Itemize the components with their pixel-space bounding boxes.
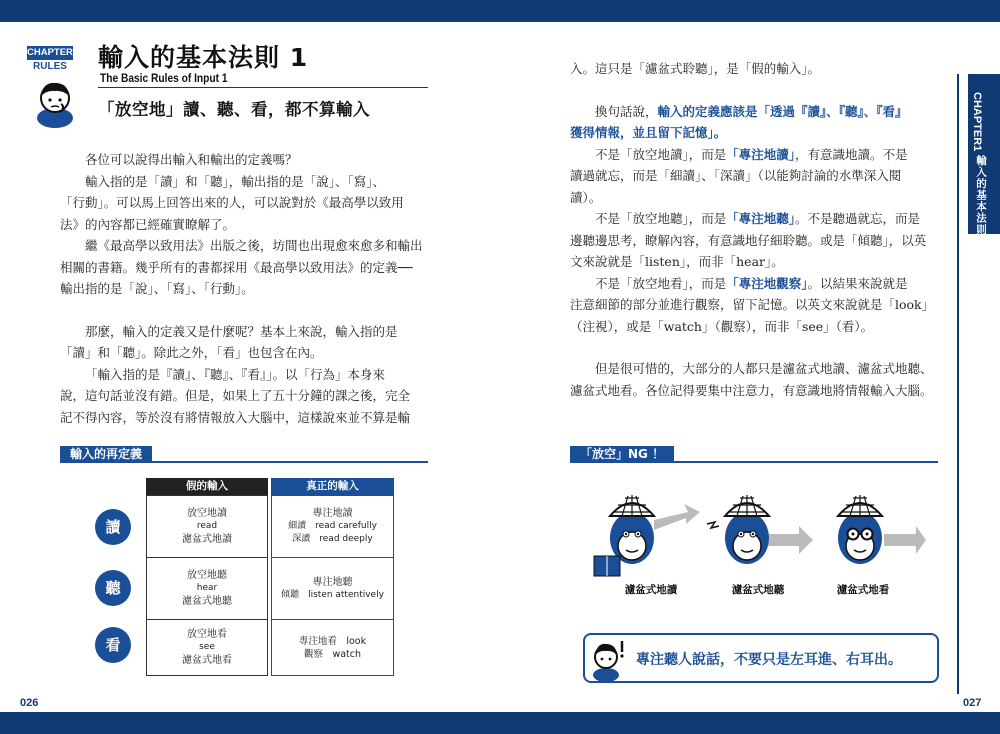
monkey-label-hear: 濾盆式地聽 [731,584,785,596]
cell-line: 細讀 read carefully [288,521,377,531]
section-label-redefinition: 輸入的再定義 [60,446,152,463]
cell-line: see [199,642,215,652]
cell-line: 放空地看 [187,629,227,640]
chapter-badge: CHAPTER1 [27,47,79,58]
page-number-right: 027 [963,697,982,709]
table-cell-real [271,495,394,558]
text-run: 不是「放空地聽」，而是 [595,211,727,226]
paragraph-line: 相關的書籍。幾乎所有的書都採用《最高學以致用法》的定義── [60,259,413,275]
paragraph-line: 讀過就忘，而是「細讀」、「深讀」（以能夠討論的水準深入閱 [570,168,902,183]
cell-line: 專注地聽 [312,576,353,588]
table-header-fake: 假的輸入 [146,478,268,495]
paragraph-line: 記不得內容，等於沒有將情報放入大腦中，這樣說來並不算是輸 [60,409,411,425]
highlight-text: 「專注地觀察」 [726,275,808,291]
table-header-real: 真正的輸入 [271,478,394,495]
rules-label: RULES [33,61,67,72]
alert-person-icon [590,637,628,681]
monkey-label-read: 濾盆式地讀 [624,584,678,596]
cell-line: 放空地讀 [187,508,227,519]
verb-read-badge: 讀 [95,509,131,545]
paragraph-line: 濾盆式地看。各位記得要集中注意力，有意識地將情報輸入大腦。 [570,382,933,398]
cell-line: 專注地看 look [298,635,367,647]
title-divider [98,87,428,88]
paragraph-line [570,208,950,230]
cell-line: 專注地讀 [312,508,353,519]
page-subtitle-en: The Basic Rules of Input 1 [100,71,228,85]
paragraph-line: 讀）。 [570,189,602,205]
text-run: 不是「放空地讀」，而是 [595,146,727,162]
cell-line: 濾盆式地看 [182,655,232,666]
paragraph-line: 文來說就是「listen」，而非「hear」。 [570,254,784,269]
paragraph-line: 輸入指的是「讀」和「聽」，輸出指的是「說」、「寫」、 [85,173,386,189]
highlight-text: 「專注地聽」 [726,211,796,226]
chapter-tab-title: 輸入的基本法則 [975,155,987,236]
cell-line: 濾盆式地讀 [182,534,232,545]
cell-line: 深讀 read deeply [292,534,373,544]
paragraph-line [570,144,950,166]
highlight-text: 「專注地讀」 [726,146,796,162]
paragraph-line [570,101,950,123]
monkey-listening-icon [703,490,813,580]
cell-line: 濾盆式地聽 [182,596,232,607]
tip-text: 專注聽人說話，不要只是左耳進、右耳出。 [636,652,902,668]
table-cell-fake [146,557,268,620]
paragraph-line: 「讀」和「聽」。除此之外，「看」也包含在內。 [60,345,323,360]
monkey-reading-icon [592,490,702,580]
paragraph-line: 輸出指的是「說」、「寫」、「行動」。 [60,281,254,296]
paragraph-line: 但是很可惜的，大部分的人都只是濾盆式地讀、濾盆式地聽、 [595,361,933,376]
text-run: 換句話說， [595,103,658,119]
cell-line: 觀察 watch [303,648,362,660]
text-run: 。以結果來說就是 [807,275,908,291]
text-run: 不是「放空地看」，而是 [595,275,727,291]
table-cell-real [271,619,394,676]
bottom-bar [0,712,1000,734]
page-number-left: 026 [20,697,39,709]
text-run: 。不是聽過就忘，而是 [795,211,921,226]
left-body [60,149,440,428]
paragraph-line: 注意細節的部分並進行觀察，留下記憶。以英文來說就是「look」 [570,297,935,312]
headline: 「放空地」讀、聽、看，都不算輸入 [98,100,370,119]
cell-line: read [196,521,218,531]
verb-hear-badge: 聽 [95,570,131,606]
chapter-tab-label: CHAPTER1 [971,92,983,152]
thinking-person-icon [33,78,77,128]
paragraph-line [570,273,950,295]
paragraph-line: 邊聽邊思考，瞭解內容，有意識地仔細聆聽。或是「傾聽」，以英 [570,232,927,248]
paragraph-line: 各位可以說得出輸入和輸出的定義嗎？ [85,152,298,167]
paragraph-line: 那麼，輸入的定義又是什麼呢？基本上來說，輸入指的是 [85,323,398,339]
monkey-seeing-icon [816,490,926,580]
right-body [570,58,950,401]
cell-line: hear [196,583,218,593]
paragraph-line: 繼《最高學以致用法》出版之後，坊間也出現愈來愈多和輸出 [85,238,423,253]
paragraph-line: 「輸入指的是『讀』、『聽』、『看』」。以「行為」本身來 [85,366,386,382]
monkey-label-see: 濾盆式地看 [836,584,890,596]
top-bar [0,0,1000,22]
paragraph-line: 法》的內容都已經確實瞭解了。 [60,216,236,232]
page-title: 輸入的基本法則 1 [98,43,309,72]
paragraph-line: 說，這句話並沒有錯。但是，如果上了五十分鐘的課之後，完全 [60,388,411,403]
verb-see-badge: 看 [95,627,131,663]
text-run: ，有意識地讀。不是 [795,146,908,162]
highlight-text: 獲得情報，並且留下記憶」。 [570,125,727,140]
table-cell-fake [146,495,268,558]
paragraph-line [570,122,950,144]
highlight-text: 輸入的定義應該是「透過『讀』、『聽』、『看』 [657,103,908,119]
chapter-tab-rule [957,74,959,694]
table-cell-fake [146,619,268,676]
paragraph-line: 「行動」。可以馬上回答出來的人，可以說對於《最高學以致用 [60,195,404,210]
table-cell-real [271,557,394,620]
paragraph-line: （注視），或是「watch」（觀察），而非「see」（看）。 [570,318,874,334]
cell-line: 傾聽 listen attentively [281,589,384,600]
section-label-ng: 「放空」NG ！ [570,446,674,463]
paragraph-line: 入。這只是「濾盆式聆聽」，是「假的輸入」。 [570,61,821,76]
cell-line: 放空地聽 [187,570,227,581]
